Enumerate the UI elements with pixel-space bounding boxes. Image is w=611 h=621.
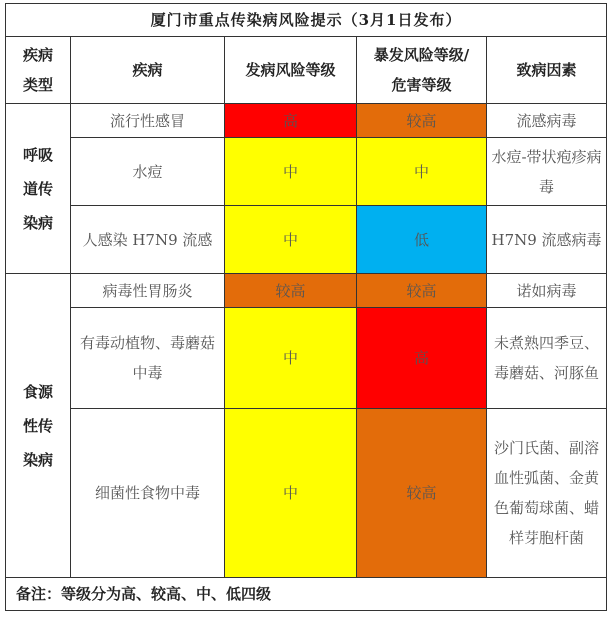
outbreak-level-cell: 低 — [357, 206, 487, 274]
header-category-line: 类型 — [22, 76, 53, 94]
risk-table — [5, 3, 607, 611]
outbreak-level-cell: 高 — [357, 308, 487, 409]
cause-cell: 沙门氏菌、副溶血性弧菌、金黄色葡萄球菌、蜡样芽胞杆菌 — [487, 409, 607, 578]
category-line: 道传 — [22, 179, 53, 198]
outbreak-level-cell: 较高 — [357, 274, 487, 308]
onset-level-cell: 高 — [225, 104, 357, 138]
header-outbreak-line: 暴发风险等级/ — [373, 46, 470, 64]
table-title: 厦门市重点传染病风险提示（3月1日发布） — [6, 4, 607, 37]
outbreak-level-cell: 较高 — [357, 409, 487, 578]
outbreak-level-cell: 较高 — [357, 104, 487, 138]
header-outbreak-line: 危害等级 — [391, 76, 452, 94]
outbreak-level-cell: 中 — [357, 138, 487, 206]
disease-cell: 水痘 — [71, 138, 225, 206]
header-category — [6, 37, 71, 104]
footer-note: 备注：等级分为高、较高、中、低四级 — [6, 578, 607, 611]
onset-level-cell: 较高 — [225, 274, 357, 308]
table-row — [6, 274, 607, 308]
disease-cell: 细菌性食物中毒 — [71, 409, 225, 578]
category-line: 呼吸 — [22, 145, 53, 164]
header-onset-risk: 发病风险等级 — [225, 37, 357, 104]
header-disease: 疾病 — [71, 37, 225, 104]
category-respiratory — [6, 104, 71, 274]
header-category-line: 疾病 — [22, 46, 53, 64]
cause-cell: 诺如病毒 — [487, 274, 607, 308]
disease-cell: 病毒性胃肠炎 — [71, 274, 225, 308]
table-row — [6, 104, 607, 138]
disease-cell: 有毒动植物、毒蘑菇中毒 — [71, 308, 225, 409]
onset-level-cell: 中 — [225, 138, 357, 206]
cause-cell: 未煮熟四季豆、毒蘑菇、河豚鱼 — [487, 308, 607, 409]
table-row — [6, 409, 607, 578]
title-row — [6, 4, 607, 37]
header-cause: 致病因素 — [487, 37, 607, 104]
header-row — [6, 37, 607, 104]
onset-level-cell: 中 — [225, 206, 357, 274]
category-line: 染病 — [22, 213, 53, 232]
category-foodborne — [6, 274, 71, 578]
onset-level-cell: 中 — [225, 308, 357, 409]
footer-row — [6, 578, 607, 611]
category-line: 染病 — [22, 450, 53, 469]
cause-cell: 流感病毒 — [487, 104, 607, 138]
cause-cell: H7N9 流感病毒 — [487, 206, 607, 274]
disease-cell: 流行性感冒 — [71, 104, 225, 138]
table-row — [6, 308, 607, 409]
header-outbreak-risk — [357, 37, 487, 104]
table-row — [6, 206, 607, 274]
table-row — [6, 138, 607, 206]
onset-level-cell: 中 — [225, 409, 357, 578]
category-line: 性传 — [22, 416, 53, 435]
category-line: 食源 — [22, 382, 53, 401]
disease-cell: 人感染 H7N9 流感 — [71, 206, 225, 274]
cause-cell: 水痘-带状疱疹病毒 — [487, 138, 607, 206]
